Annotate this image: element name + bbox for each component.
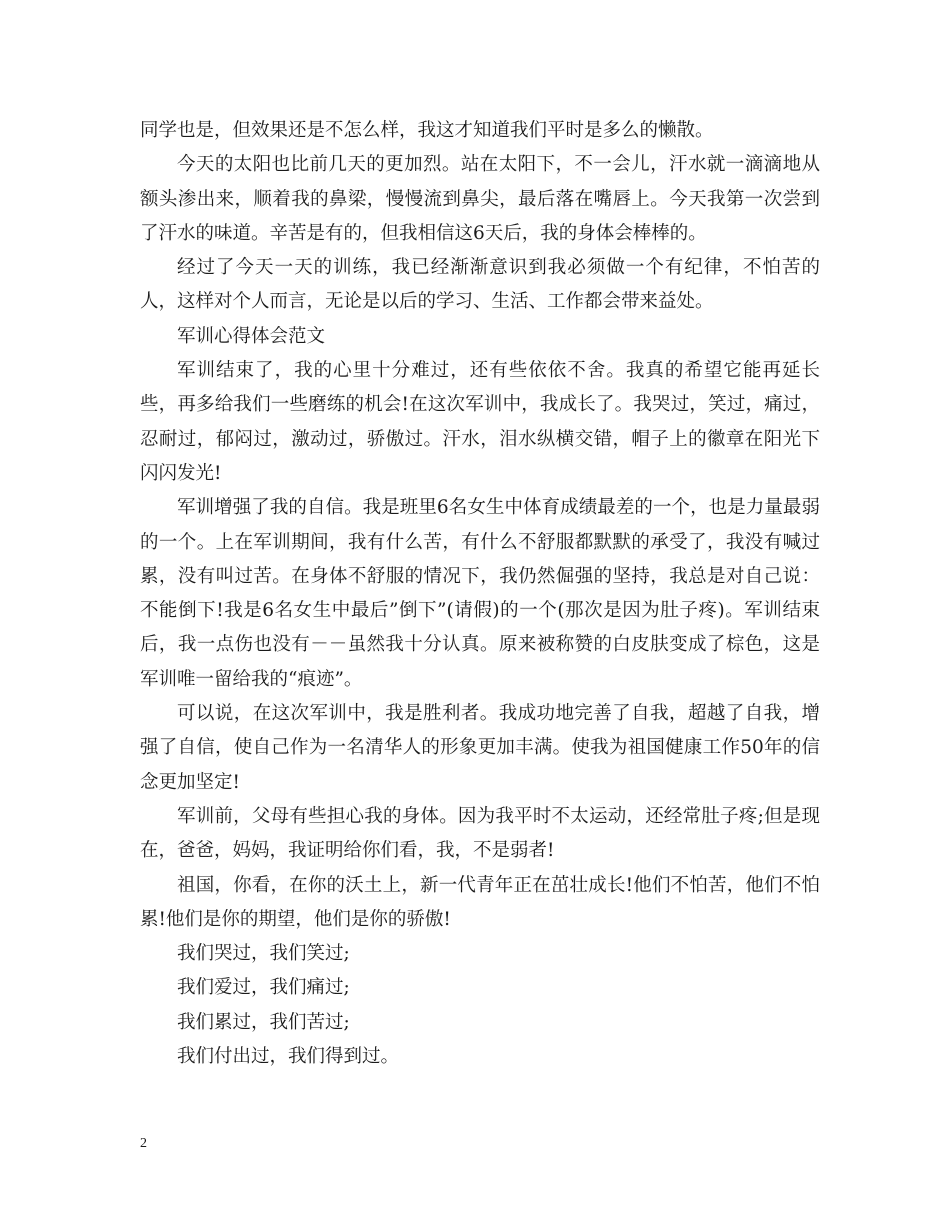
verse-line-1: 我们哭过，我们笑过; xyxy=(177,943,350,965)
verse-line-3: 我们累过，我们苦过; xyxy=(177,1011,350,1033)
section-heading: 军训心得体会范文 xyxy=(177,325,326,347)
body-text xyxy=(140,114,820,1074)
paragraph-9: 祖国，你看，在你的沃土上，新一代青年正在茁壮成长!他们不怕苦，他们不怕累!他们是你的期望，他们是你的骄傲! xyxy=(140,874,820,930)
paragraph-5: 军训结束了，我的心里十分难过，还有些依依不舍。我真的希望它能再延长些，再多给我们一些磨练的机会!在这次军训中，我成长了。我哭过，笑过，痛过，忍耐过，郁闷过，激动过，骄傲过。汗水，泪水纵横交错，帽子上的徽章在阳光下闪闪发光! xyxy=(140,360,820,484)
verse-line-2: 我们爱过，我们痛过; xyxy=(177,977,350,999)
paragraph-2: 今天的太阳也比前几天的更加烈。站在太阳下，不一会儿，汗水就一滴滴地从额头渗出来，顺着我的鼻梁，慢慢流到鼻尖，最后落在嘴唇上。今天我第一次尝到了汗水的味道。辛苦是有的，但我相信这6天后，我的身体会棒棒的。 xyxy=(140,154,820,244)
paragraph-1: 同学也是，但效果还是不怎么样，我这才知道我们平时是多么的懒散。 xyxy=(140,120,714,141)
verse-line-4: 我们付出过，我们得到过。 xyxy=(177,1046,400,1068)
page-number: 2 xyxy=(140,1136,147,1151)
paragraph-6: 军训增强了我的自信。我是班里6名女生中体育成绩最差的一个，也是力量最弱的一个。上在军训期间，我有什么苦，有什么不舒服都默默的承受了，我没有喊过累，没有叫过苦。在身体不舒服的情况下，我仍然倔强的坚持，我总是对自己说：不能倒下!我是6名女生中最后”倒下”(请假)的一个(那次是因为肚子疼)。军训结束后，我一点伤也没有－－虽然我十分认真。原来被称赞的白皮肤变成了棕色，这是军训唯一留给我的“痕迹”。 xyxy=(140,497,820,690)
paragraph-8: 军训前，父母有些担心我的身体。因为我平时不太运动，还经常肚子疼;但是现在，爸爸，妈妈，我证明给你们看，我，不是弱者! xyxy=(140,805,820,862)
paragraph-3: 经过了今天一天的训练，我已经渐渐意识到我必须做一个有纪律，不怕苦的人，这样对个人而言，无论是以后的学习、生活、工作都会带来益处。 xyxy=(140,257,820,313)
paragraph-7: 可以说，在这次军训中，我是胜利者。我成功地完善了自我，超越了自我，增强了自信，使自己作为一名清华人的形象更加丰满。使我为祖国健康工作50年的信念更加坚定! xyxy=(140,703,820,793)
